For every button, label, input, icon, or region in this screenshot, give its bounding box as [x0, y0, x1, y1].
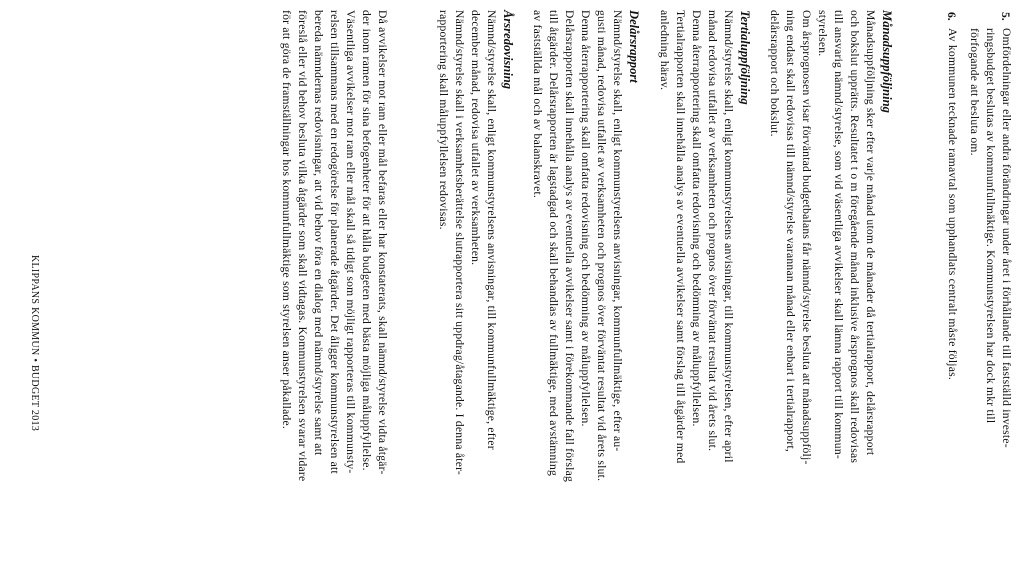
text-line: förfogande att besluta om. — [968, 28, 981, 156]
text-line: för att göra de framställningar hos kommunfullmäktige som styrelsen anser påkallade. — [280, 10, 293, 430]
text-line: Då avvikelser mot ram eller mål befaras eller har konstaterats, skall nämnd/styrelse vidta åtgär- — [376, 10, 389, 475]
text-line: av fastställda mål och av balanskravet. — [531, 10, 544, 199]
text-line: Nämnd/styrelse skall, enligt kommunstyrelsens anvisningar, till kommunfullmäktige, efter — [485, 10, 498, 450]
text-line: Av kommunen tecknade ramavtal som upphandlats centralt måste följas. — [946, 28, 959, 380]
text-line: relsen tillsammans med en redogörelse för planerade åtgärder. Det åligger kommunstyrelsen att — [328, 10, 341, 474]
text-line: Denna återrapportering skall omfatta redovisning och bedömning av måluppfyllelsen. — [690, 10, 703, 427]
text-line: Delårsrapporten skall innehålla analys av eventuella avvikelser samt i förekommande fall förslag — [563, 10, 576, 483]
text-line: delårsrapport och bokslut. — [768, 10, 781, 137]
text-line: till ansvarig nämnd/styrelse, som vid väsentliga avvikelser skall lämna rapport till kommun- — [832, 10, 845, 459]
text-line: Om årsprognosen visar förväntad budgetbalans får nämnd/styrelse besluta att månadsuppfölj- — [800, 10, 813, 465]
text-line: Nämnd/styrelse skall i verksamhetsberättelse slutrapportera sitt uppdrag/åtagande. I denna åter- — [453, 10, 466, 476]
text-line: Nämnd/styrelse skall, enligt kommunstyrelsens anvisningar, kommunfullmäktige, efter au- — [611, 10, 624, 452]
text-line: bereda nämndernas redovisningar, att vid behov föra en dialog med nämnd/styrelse samt att — [312, 10, 325, 456]
text-line: Månadsuppföljning sker efter varje månad utom de månader då tertialrapport, delårsrapport — [864, 10, 877, 456]
text-line: Omfördelningar eller andra förändringar under året i förhållande till fastställd investe- — [1000, 28, 1013, 448]
text-line: rapportering skall måluppfyllelsen redovisas. — [437, 10, 450, 230]
text-line: anledning härav. — [658, 10, 671, 91]
text-line: ning endast skall redovisas till nämnd/styrelse varannan månad eller enbart i tertialrapport, — [784, 10, 797, 453]
section-heading: Månadsuppföljning — [880, 10, 894, 113]
text-line: och bokslut upprätts. Resultatet t o m föregående månad inklusive årsprognos skall redovisas — [848, 10, 861, 464]
list-number: 6. — [945, 12, 958, 21]
text-line: gusti månad, redovisa utfallet av verksamheten och prognos över förväntat resultat vid årets slut. — [595, 10, 608, 482]
section-heading: Tertialuppföljning — [738, 10, 752, 105]
text-line: Nämnd/styrelse skall, enligt kommunstyrelsens anvisningar, till kommunstyrelsen, efter april — [722, 10, 735, 463]
text-line: december månad, redovisa utfallet av verksamheten. — [469, 10, 482, 266]
text-line: föreslå eller vid behov besluta vilka åtgärder som skall vidtagas. Kommunstyrelsen svarar vidare — [296, 10, 309, 482]
text-line: styrelsen. — [816, 10, 829, 57]
section-heading: Delårsrapport — [627, 10, 641, 83]
text-line: till åtgärder. Delårsrapporten är lagstadgad och skall behandlas av fullmäktige, med avstämning — [547, 10, 560, 476]
text-line: Tertialrapporten skall innehålla analys av eventuella avvikelser samt förslag till åtgärder med — [674, 10, 687, 464]
text-line: ringsbudget beslutas av kommunfullmäktige. Kommunstyrelsen har dock mkr till — [984, 28, 997, 424]
section-heading: Årsredovisning — [501, 10, 515, 90]
page-footer: KLIPPANS KOMMUN • BUDGET 2013 — [29, 255, 40, 432]
text-line: månad redovisa utfallet av verksamheten och prognos över förväntat resultat vid årets slut. — [706, 10, 719, 452]
text-line: Denna återrapportering skall omfatta redovisning och bedömning av måluppfyllelsen. — [579, 10, 592, 427]
text-line: Väsentliga avvikelser mot ram eller mål skall så tidigt som möjligt rapporteras till kommunsty- — [344, 10, 357, 474]
list-number: 5. — [999, 12, 1012, 21]
text-line: der inom ramen för sina befogenheter för att hålla budgeten med bästa möjliga måluppfyllelse. — [360, 10, 373, 471]
